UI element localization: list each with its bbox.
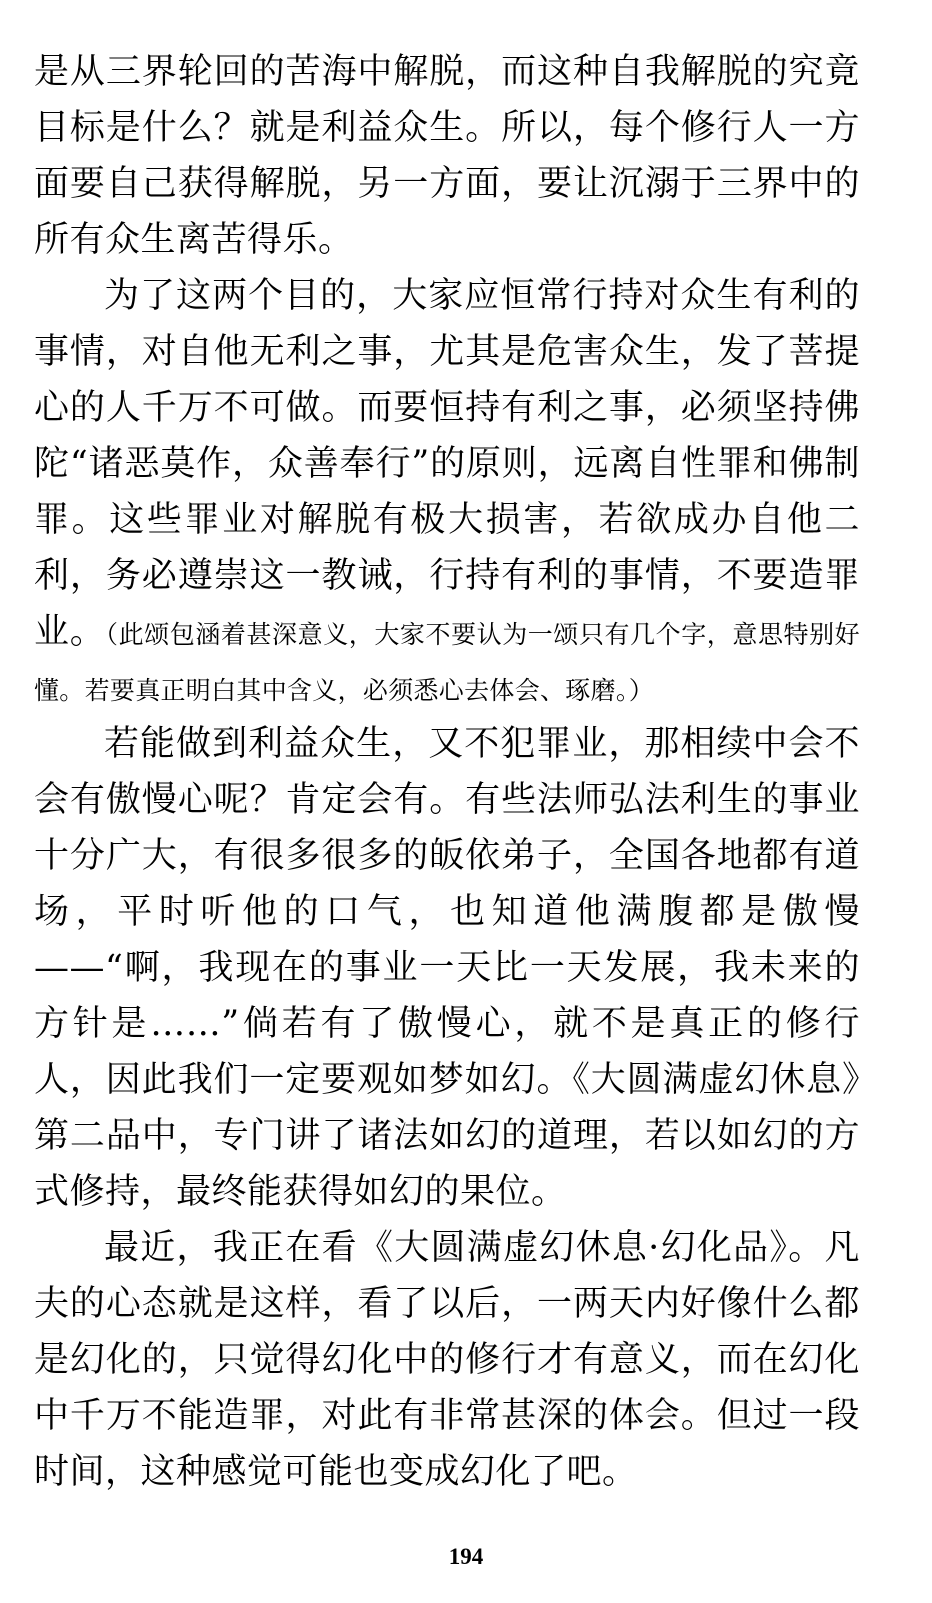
page-number: 194 <box>448 1544 484 1569</box>
paragraph-1-text: 是从三界轮回的苦海中解脱，而这种自我解脱的究竟目标是什么？就是利益众生。所以，每个修行人一方面要自己获得解脱，另一方面，要让沉溺于三界中的所有众生离苦得乐。 <box>34 52 860 260</box>
paragraph-3-text: 若能做到利益众生，又不犯罪业，那相续中会不会有傲慢心呢？肯定会有。有些法师弘法利生的事业十分广大，有很多很多的皈依弟子，全国各地都有道场，平时听他的口气，也知道他满腹都是傲慢——“啊，我现在的事业一天比一天发展，我未来的方针是……”倘若有了傲慢心，就不是真正的修行人，因此我们一定要观如梦如幻。《大圆满虚幻休息》第二品中，专门讲了诸法如幻的道理，若以如幻的方式修持，最终能获得如幻的果位。 <box>34 724 860 1212</box>
body-text <box>34 44 860 1500</box>
paragraph-1 <box>34 44 860 268</box>
paragraph-2-text: 为了这两个目的，大家应恒常行持对众生有利的事情，对自他无利之事，尤其是危害众生，发了菩提心的人千万不可做。而要恒持有利之事，必须坚持佛陀“诸恶莫作，众善奉行”的原则，远离自性罪和佛制罪。这些罪业对解脱有极大损害，若欲成办自他二利，务必遵崇这一教诫，行持有利的事情，不要造罪业。 <box>34 276 860 652</box>
paragraph-3 <box>34 716 860 1220</box>
paragraph-4-text: 最近，我正在看《大圆满虚幻休息·幻化品》。凡夫的心态就是这样，看了以后，一两天内好像什么都是幻化的，只觉得幻化中的修行才有意义，而在幻化中千万不能造罪，对此有非常甚深的体会。但过一段时间，这种感觉可能也变成幻化了吧。 <box>34 1228 860 1492</box>
paragraph-2 <box>34 268 860 716</box>
paragraph-4 <box>34 1220 860 1500</box>
paragraph-2-note: （此颂包涵着甚深意义，大家不要认为一颂只有几个字，意思特别好懂。若要真正明白其中含义，必须悉心去体会、琢磨。） <box>34 620 860 705</box>
